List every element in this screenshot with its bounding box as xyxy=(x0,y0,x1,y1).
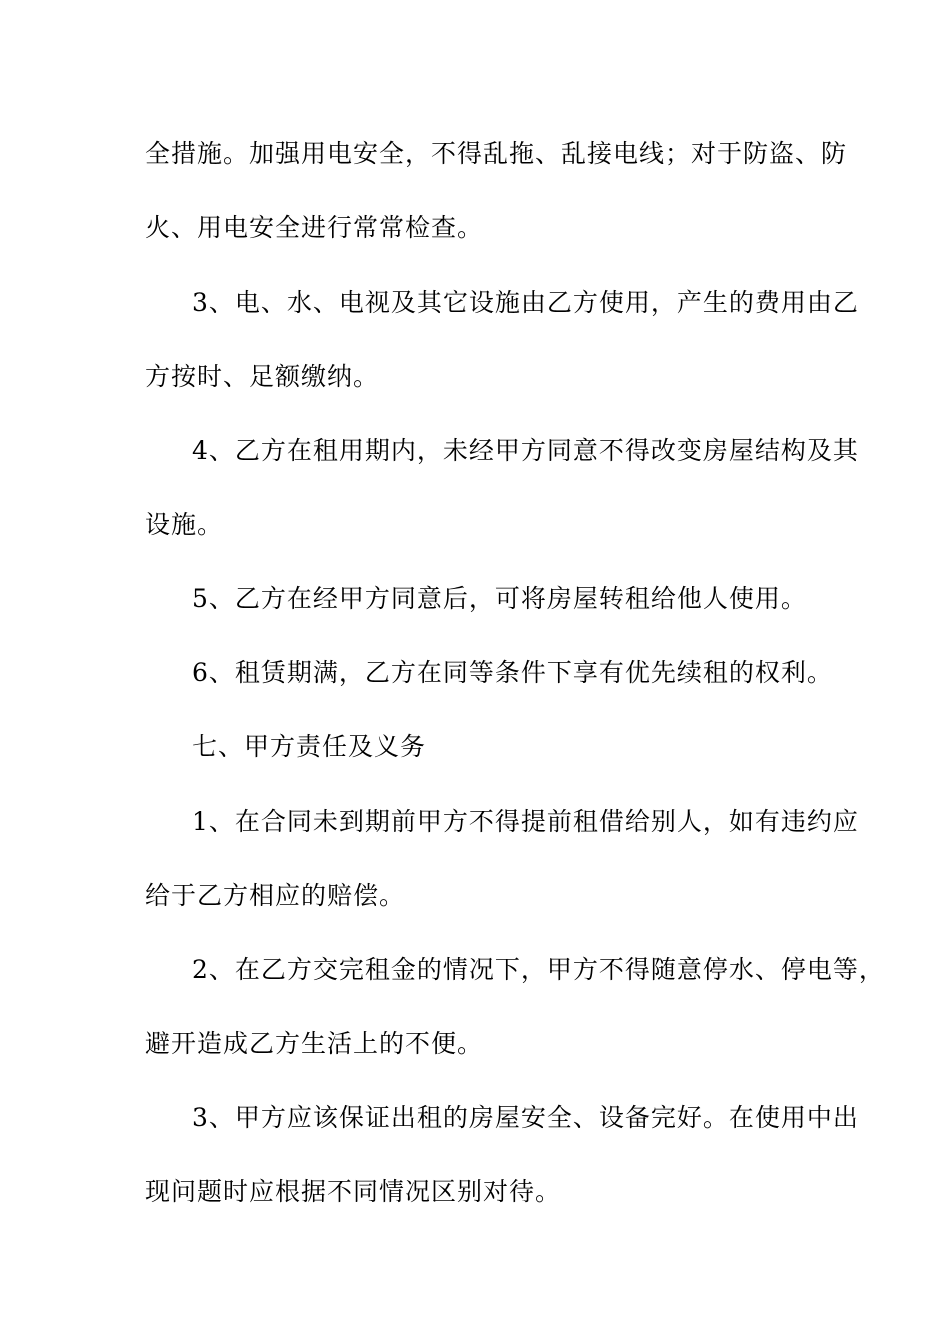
text-line: 4、乙方在租用期内，未经甲方同意不得改变房屋结构及其 xyxy=(192,436,859,465)
text-line: 全措施。加强用电安全，不得乱拖、乱接电线；对于防盗、防 xyxy=(145,139,848,168)
text-line: 避开造成乙方生活上的不便。 xyxy=(145,1029,484,1058)
text-line: 现问题时应根据不同情况区别对待。 xyxy=(145,1177,562,1206)
text-line: 1、在合同未到期前甲方不得提前租借给别人，如有违约应 xyxy=(192,807,859,836)
text-line: 6、租赁期满，乙方在同等条件下享有优先续租的权利。 xyxy=(192,658,833,687)
text-line: 给于乙方相应的赔偿。 xyxy=(145,881,406,910)
text-line: 3、甲方应该保证出租的房屋安全、设备完好。在使用中出 xyxy=(192,1103,859,1132)
section-heading: 七、甲方责任及义务 xyxy=(192,732,427,761)
text-line: 2、在乙方交完租金的情况下，甲方不得随意停水、停电等， xyxy=(192,955,885,984)
text-line: 方按时、足额缴纳。 xyxy=(145,362,380,391)
text-line: 5、乙方在经甲方同意后，可将房屋转租给他人使用。 xyxy=(192,584,807,613)
text-line: 设施。 xyxy=(145,510,224,539)
text-line: 3、电、水、电视及其它设施由乙方使用，产生的费用由乙 xyxy=(192,288,859,317)
text-line: 火、用电安全进行常常检查。 xyxy=(145,213,484,242)
